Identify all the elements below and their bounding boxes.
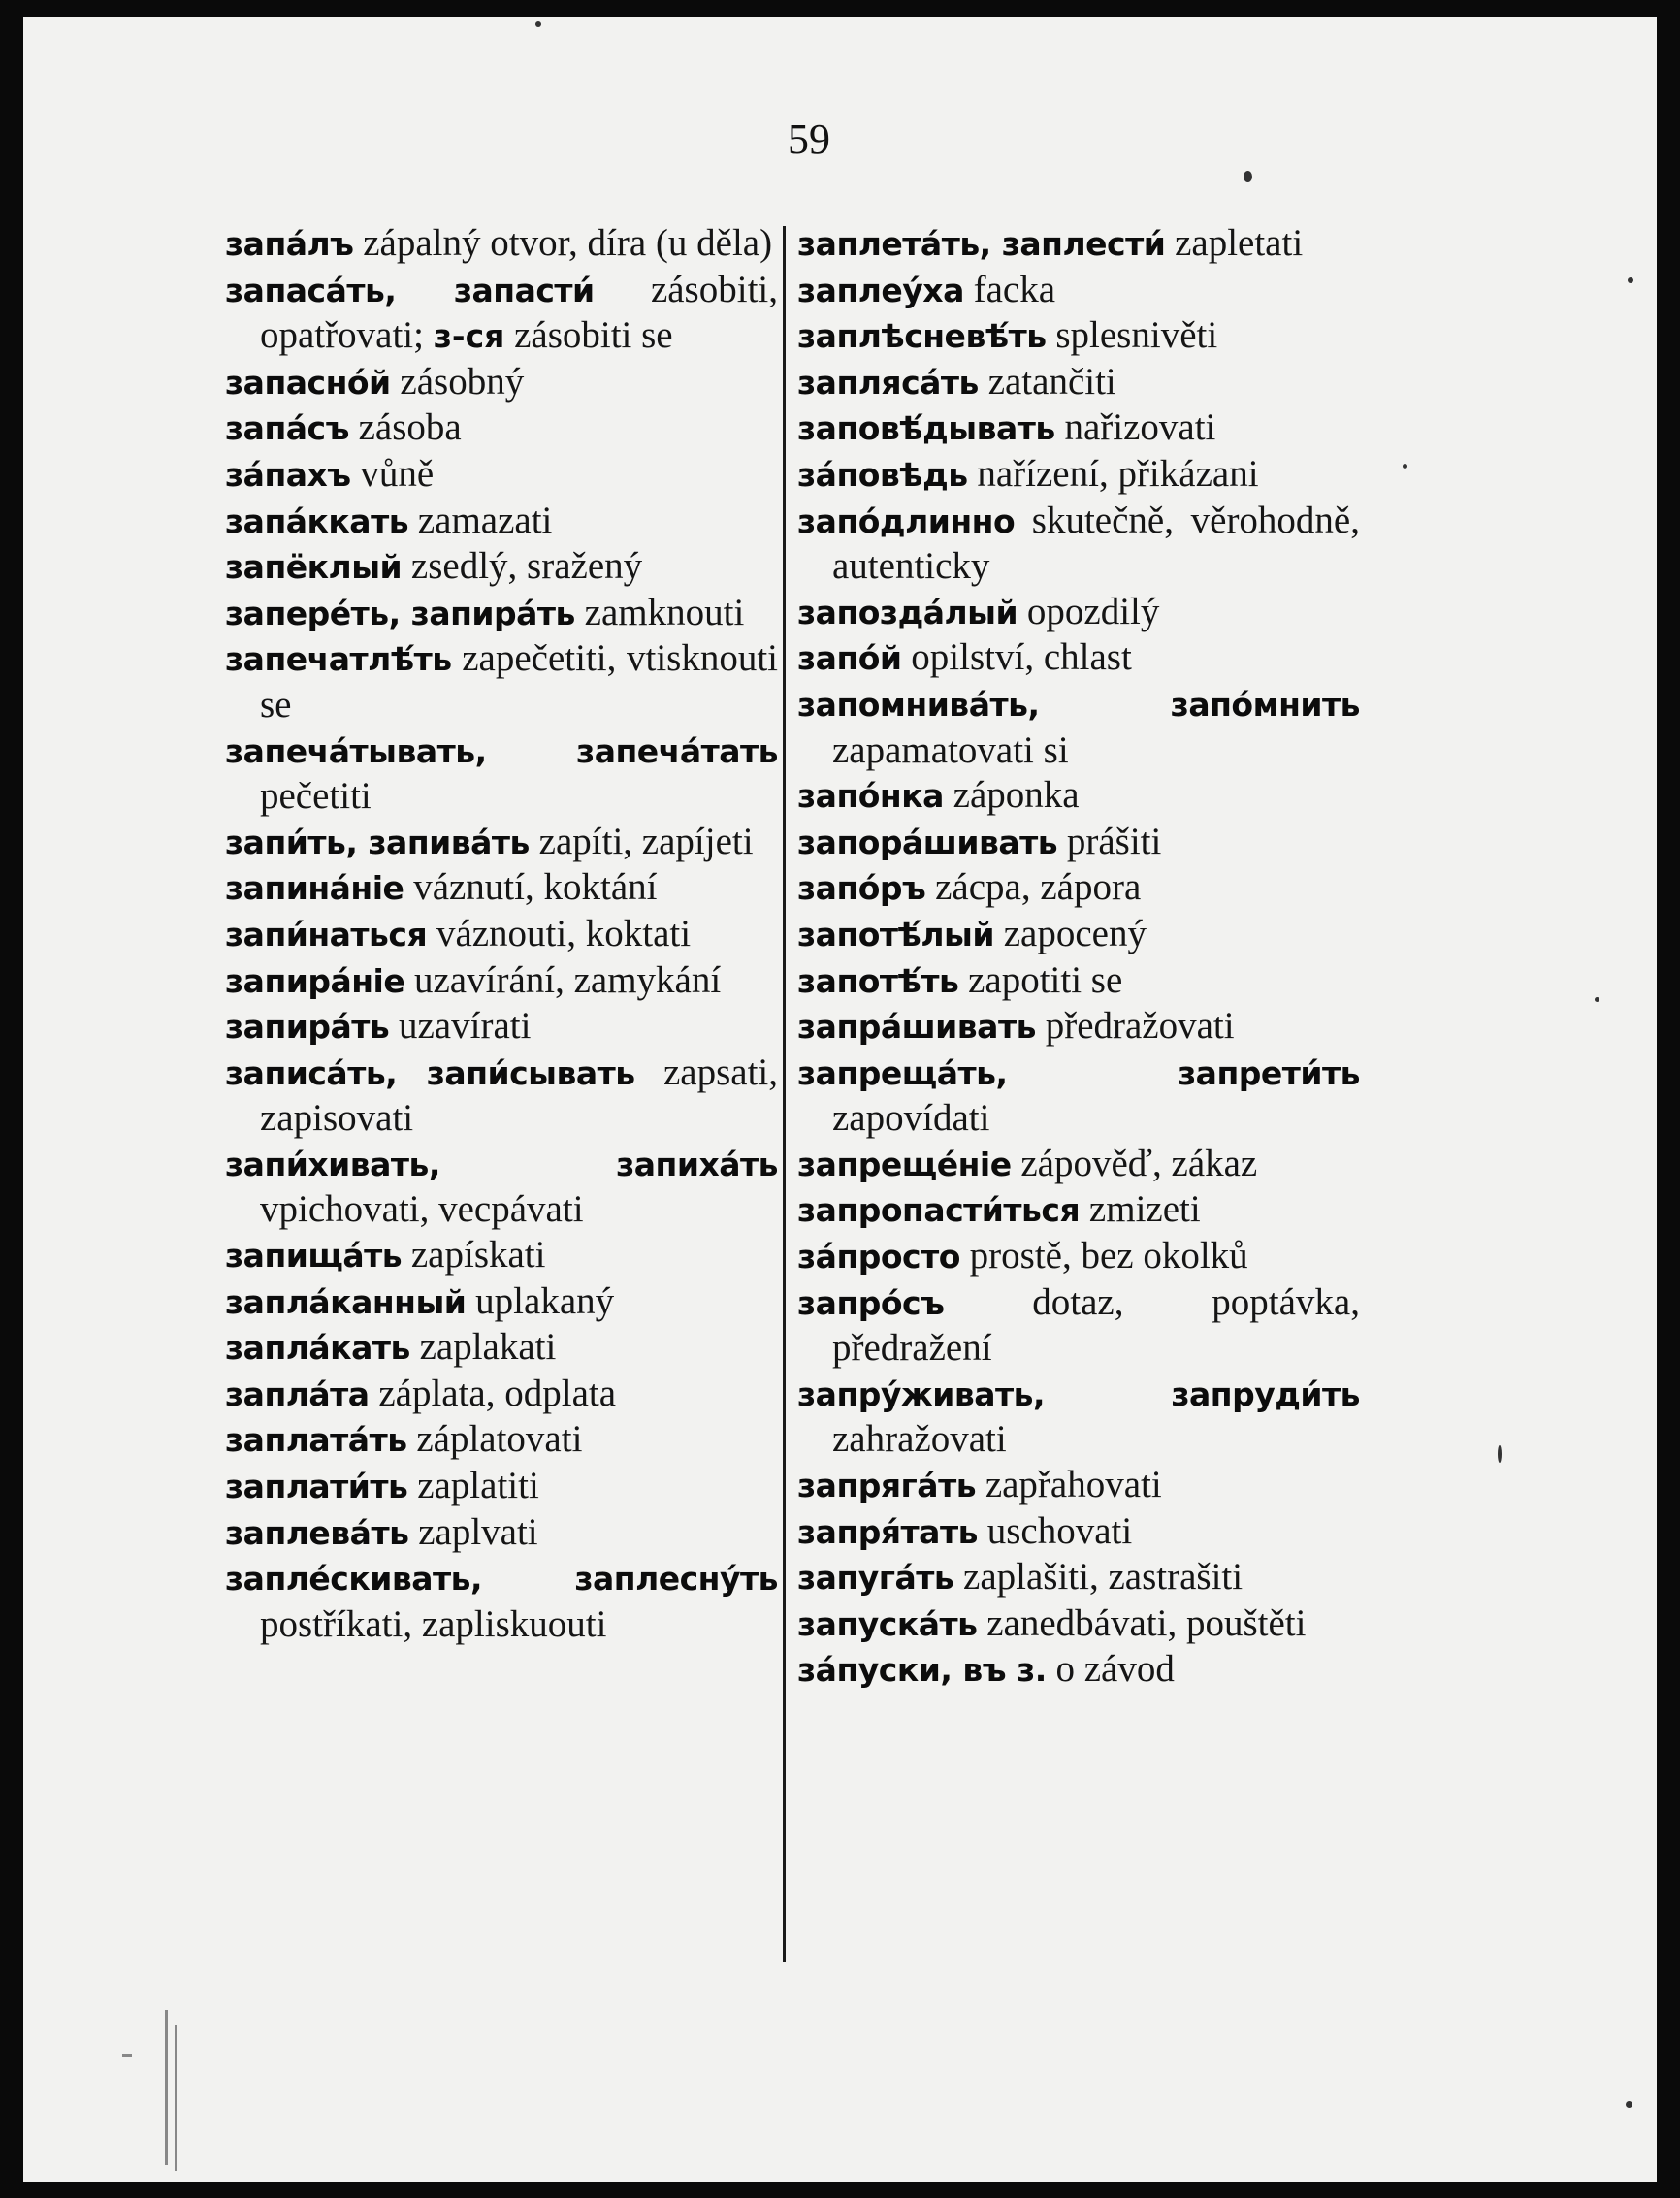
entry-headword: запи́ть, запива́ть	[225, 823, 530, 861]
entry-definition: zapřahovati	[985, 1464, 1162, 1506]
entry-headword: за́повѣдь	[797, 455, 968, 494]
entry-definition: zácpa, zápora	[935, 866, 1142, 909]
dictionary-entry	[225, 1510, 778, 1557]
scan-speck	[1244, 171, 1252, 182]
entry-headword: запира́ніе	[225, 961, 405, 1000]
entry-headword: заплева́ть	[225, 1513, 409, 1552]
entry-headword: запере́ть, запира́ть	[225, 594, 575, 632]
dictionary-entry	[225, 1464, 778, 1510]
entry-definition: zapečetiti, vtisknouti se	[260, 637, 778, 726]
entry-definition: zmizeti	[1088, 1188, 1201, 1231]
entry-headword: запасно́й	[225, 363, 391, 402]
dictionary-entry	[797, 1463, 1360, 1509]
entry-definition: zápalný otvor, díra (u děla)	[363, 222, 773, 264]
entry-definition: opilství, chlast	[911, 636, 1132, 679]
entry-headword: за́пуски, въ з.	[797, 1651, 1047, 1690]
entry-headword: запёклый	[225, 548, 403, 587]
dictionary-entry	[797, 268, 1360, 314]
entry-headword: заплѣсневѣ́ть	[797, 317, 1047, 356]
dictionary-entry	[225, 360, 778, 406]
entry-definition: uzavírání, zamykání	[414, 958, 722, 1001]
entry-headword: запора́шивать	[797, 823, 1058, 861]
entry-headword: запира́ть	[225, 1008, 390, 1047]
entry-headword: заповѣ́дывать	[797, 409, 1055, 448]
scan-mark	[122, 2054, 132, 2057]
dictionary-entry	[797, 912, 1360, 958]
entry-definition: dotaz, poptávka, předražení	[832, 1280, 1360, 1370]
entry-headword: запреща́ть, запрети́ть	[797, 1053, 1360, 1092]
entry-headword: запища́ть	[225, 1237, 403, 1276]
entry-definition: uschovati	[986, 1509, 1133, 1552]
dictionary-entry	[225, 912, 778, 958]
dictionary-entry	[225, 544, 778, 591]
entry-definition: zsedlý, sražený	[410, 545, 643, 588]
dictionary-entry	[225, 1372, 778, 1418]
dictionary-entry	[225, 591, 778, 637]
dictionary-entry	[797, 1601, 1360, 1648]
dictionary-entry	[225, 405, 778, 452]
entry-headword: запуска́ть	[797, 1604, 978, 1643]
entry-definition: zapovídati	[832, 1097, 990, 1140]
entry-definition: zásobný	[400, 360, 525, 403]
entry-definition: váznouti, koktati	[436, 912, 692, 954]
dictionary-entry	[797, 1647, 1360, 1694]
entry-definition: skutečně, věrohodně, autenticky	[832, 499, 1360, 588]
entry-headword: запеча́тывать, запеча́тать	[225, 731, 778, 770]
entry-definition: zatančiti	[987, 360, 1116, 403]
right-column	[797, 221, 1360, 1694]
entry-definition: splesnivěti	[1055, 314, 1218, 357]
scan-mark	[165, 2010, 168, 2165]
entry-headword: запря́тать	[797, 1512, 978, 1551]
entry-headword: запотѣ́ть	[797, 961, 959, 1000]
entry-headword: запру́живать, запруди́ть	[797, 1374, 1360, 1413]
entry-headword: запо́ръ	[797, 869, 926, 908]
entry-definition: zahražovati	[832, 1418, 1007, 1461]
entry-headword: запа́ккать	[225, 501, 409, 540]
entry-definition: předražovati	[1045, 1005, 1235, 1048]
entry-headword: записа́ть, запи́сывать	[225, 1053, 635, 1092]
entry-definition: zapocený	[1003, 912, 1147, 954]
dictionary-entry	[797, 820, 1360, 866]
entry-headword: запа́съ	[225, 409, 349, 448]
dictionary-entry	[225, 268, 778, 360]
entry-definition: zaplvati	[418, 1510, 538, 1553]
dictionary-page	[23, 17, 1657, 2182]
entry-headword: запо́длинно	[797, 501, 1016, 540]
dictionary-entry	[225, 1004, 778, 1051]
entry-definition: zapamatovati si	[832, 728, 1069, 771]
entry-headword: запро́съ	[797, 1283, 945, 1322]
dictionary-entry	[797, 1509, 1360, 1556]
entry-definition: o závod	[1055, 1648, 1175, 1691]
dictionary-entry	[225, 1233, 778, 1279]
entry-definition: záplatovati	[416, 1418, 583, 1461]
entry-headword: запаса́ть, запасти́	[225, 271, 595, 309]
entry-definition: zápověď, zákaz	[1020, 1142, 1258, 1184]
dictionary-entry	[225, 1325, 778, 1372]
entry-definition: zásobiti, opatřovati;	[260, 268, 778, 357]
entry-definition: prášiti	[1066, 820, 1162, 862]
entry-definition: zaplatiti	[417, 1465, 539, 1507]
dictionary-entry	[225, 452, 778, 499]
entry-definition: uplakaný	[475, 1279, 615, 1322]
entry-subheadword: з-ся	[433, 317, 505, 356]
page-number: 59	[788, 115, 830, 163]
entry-definition: facka	[973, 268, 1056, 310]
dictionary-entry	[797, 1004, 1360, 1051]
dictionary-entry	[797, 1051, 1360, 1142]
entry-headword: запле́скивать, заплесну́ть	[225, 1560, 778, 1599]
entry-headword: заплеу́ха	[797, 271, 964, 309]
dictionary-entry	[797, 590, 1360, 636]
entry-headword: запи́наться	[225, 915, 428, 954]
dictionary-entry	[797, 1234, 1360, 1280]
entry-headword: запропасти́ться	[797, 1191, 1081, 1230]
entry-headword: запла́канный	[225, 1282, 467, 1321]
dictionary-entry	[225, 1556, 778, 1647]
entry-definition: zanedbávati, pouštěti	[986, 1601, 1307, 1644]
entry-headword: запо́й	[797, 639, 902, 678]
entry-definition: zaplakati	[419, 1326, 557, 1369]
entry-definition: zapíti, zapíjeti	[538, 820, 754, 862]
entry-definition: zapletati	[1175, 222, 1304, 264]
entry-headword: за́пахъ	[225, 455, 351, 494]
entry-headword: запо́нка	[797, 777, 944, 816]
entry-headword: заплета́ть, заплести́	[797, 225, 1166, 263]
scan-speck	[1628, 277, 1633, 283]
dictionary-entry	[797, 313, 1360, 360]
entry-definition: zásoba	[358, 406, 462, 449]
dictionary-entry	[797, 221, 1360, 268]
entry-definition: zapsati, zapisovati	[260, 1051, 778, 1140]
dictionary-entry	[225, 728, 778, 820]
dictionary-entry	[797, 865, 1360, 912]
dictionary-entry	[225, 1051, 778, 1142]
entry-headword: запла́та	[225, 1374, 370, 1413]
entry-definition: zaplašiti, zastrašiti	[963, 1556, 1244, 1599]
scan-speck	[1403, 464, 1407, 469]
entry-headword: запряга́ть	[797, 1467, 977, 1505]
entry-headword: запечатлѣ́ть	[225, 640, 452, 679]
entry-definition: prostě, bez okolků	[969, 1235, 1248, 1277]
dictionary-entry	[797, 682, 1360, 773]
dictionary-entry	[797, 635, 1360, 682]
entry-headword: запра́шивать	[797, 1008, 1036, 1047]
entry-definition: váznutí, koktání	[413, 866, 658, 909]
entry-headword: запи́хивать, запиха́ть	[225, 1145, 778, 1183]
dictionary-entry	[797, 958, 1360, 1005]
entry-headword: запотѣ́лый	[797, 915, 994, 954]
dictionary-entry	[225, 221, 778, 268]
entry-definition: vpichovati, vecpávati	[260, 1188, 584, 1231]
scan-speck	[1595, 997, 1599, 1002]
entry-headword: запла́кать	[225, 1329, 410, 1368]
dictionary-entry	[797, 499, 1360, 590]
entry-headword: заплата́ть	[225, 1421, 407, 1460]
dictionary-entry	[797, 360, 1360, 406]
entry-headword: запляса́ть	[797, 363, 979, 402]
entry-definition: záponka	[953, 774, 1080, 817]
left-column	[225, 221, 778, 1647]
entry-subdefinition: zásobiti se	[514, 314, 673, 357]
scan-mark	[175, 2025, 177, 2171]
dictionary-entry	[797, 773, 1360, 820]
dictionary-entry	[225, 1142, 778, 1233]
entry-headword: запозда́лый	[797, 593, 1018, 631]
entry-definition: opozdilý	[1026, 590, 1160, 632]
entry-headword: запина́ніе	[225, 869, 404, 908]
entry-definition: zapotiti se	[968, 958, 1123, 1001]
dictionary-entry	[225, 1417, 778, 1464]
entry-headword: запуга́ть	[797, 1559, 954, 1598]
dictionary-entry	[797, 1555, 1360, 1601]
entry-definition: zapískati	[410, 1234, 546, 1277]
entry-definition: nařizovati	[1064, 406, 1216, 449]
entry-definition: zamazati	[417, 499, 553, 541]
entry-definition: pečetiti	[260, 775, 372, 818]
dictionary-entry	[225, 1279, 778, 1326]
scan-speck	[1626, 2101, 1632, 2108]
entry-definition: postříkati, zapliskuouti	[260, 1602, 607, 1645]
entry-definition: zamknouti	[584, 591, 745, 633]
dictionary-entry	[225, 865, 778, 912]
entry-definition: nařízení, přikázani	[977, 452, 1259, 495]
entry-headword: за́просто	[797, 1238, 960, 1277]
entry-headword: запа́лъ	[225, 225, 354, 263]
entry-definition: vůně	[360, 452, 435, 495]
scan-speck	[1498, 1445, 1502, 1463]
entry-headword: запомнива́ть, запо́мнить	[797, 685, 1360, 724]
dictionary-entry	[797, 1280, 1360, 1372]
entry-headword: запреще́ніе	[797, 1145, 1012, 1183]
dictionary-entry	[797, 1187, 1360, 1234]
entry-definition: záplata, odplata	[378, 1372, 617, 1414]
scan-speck	[535, 21, 541, 27]
dictionary-entry	[225, 636, 778, 727]
dictionary-entry	[225, 820, 778, 866]
dictionary-entry	[797, 1142, 1360, 1188]
dictionary-entry	[797, 452, 1360, 499]
dictionary-entry	[797, 1372, 1360, 1463]
entry-definition: uzavírati	[399, 1005, 532, 1048]
dictionary-entry	[797, 405, 1360, 452]
dictionary-entry	[225, 499, 778, 545]
entry-headword: заплати́ть	[225, 1468, 408, 1506]
dictionary-entry	[225, 958, 778, 1005]
column-divider	[783, 226, 786, 1962]
